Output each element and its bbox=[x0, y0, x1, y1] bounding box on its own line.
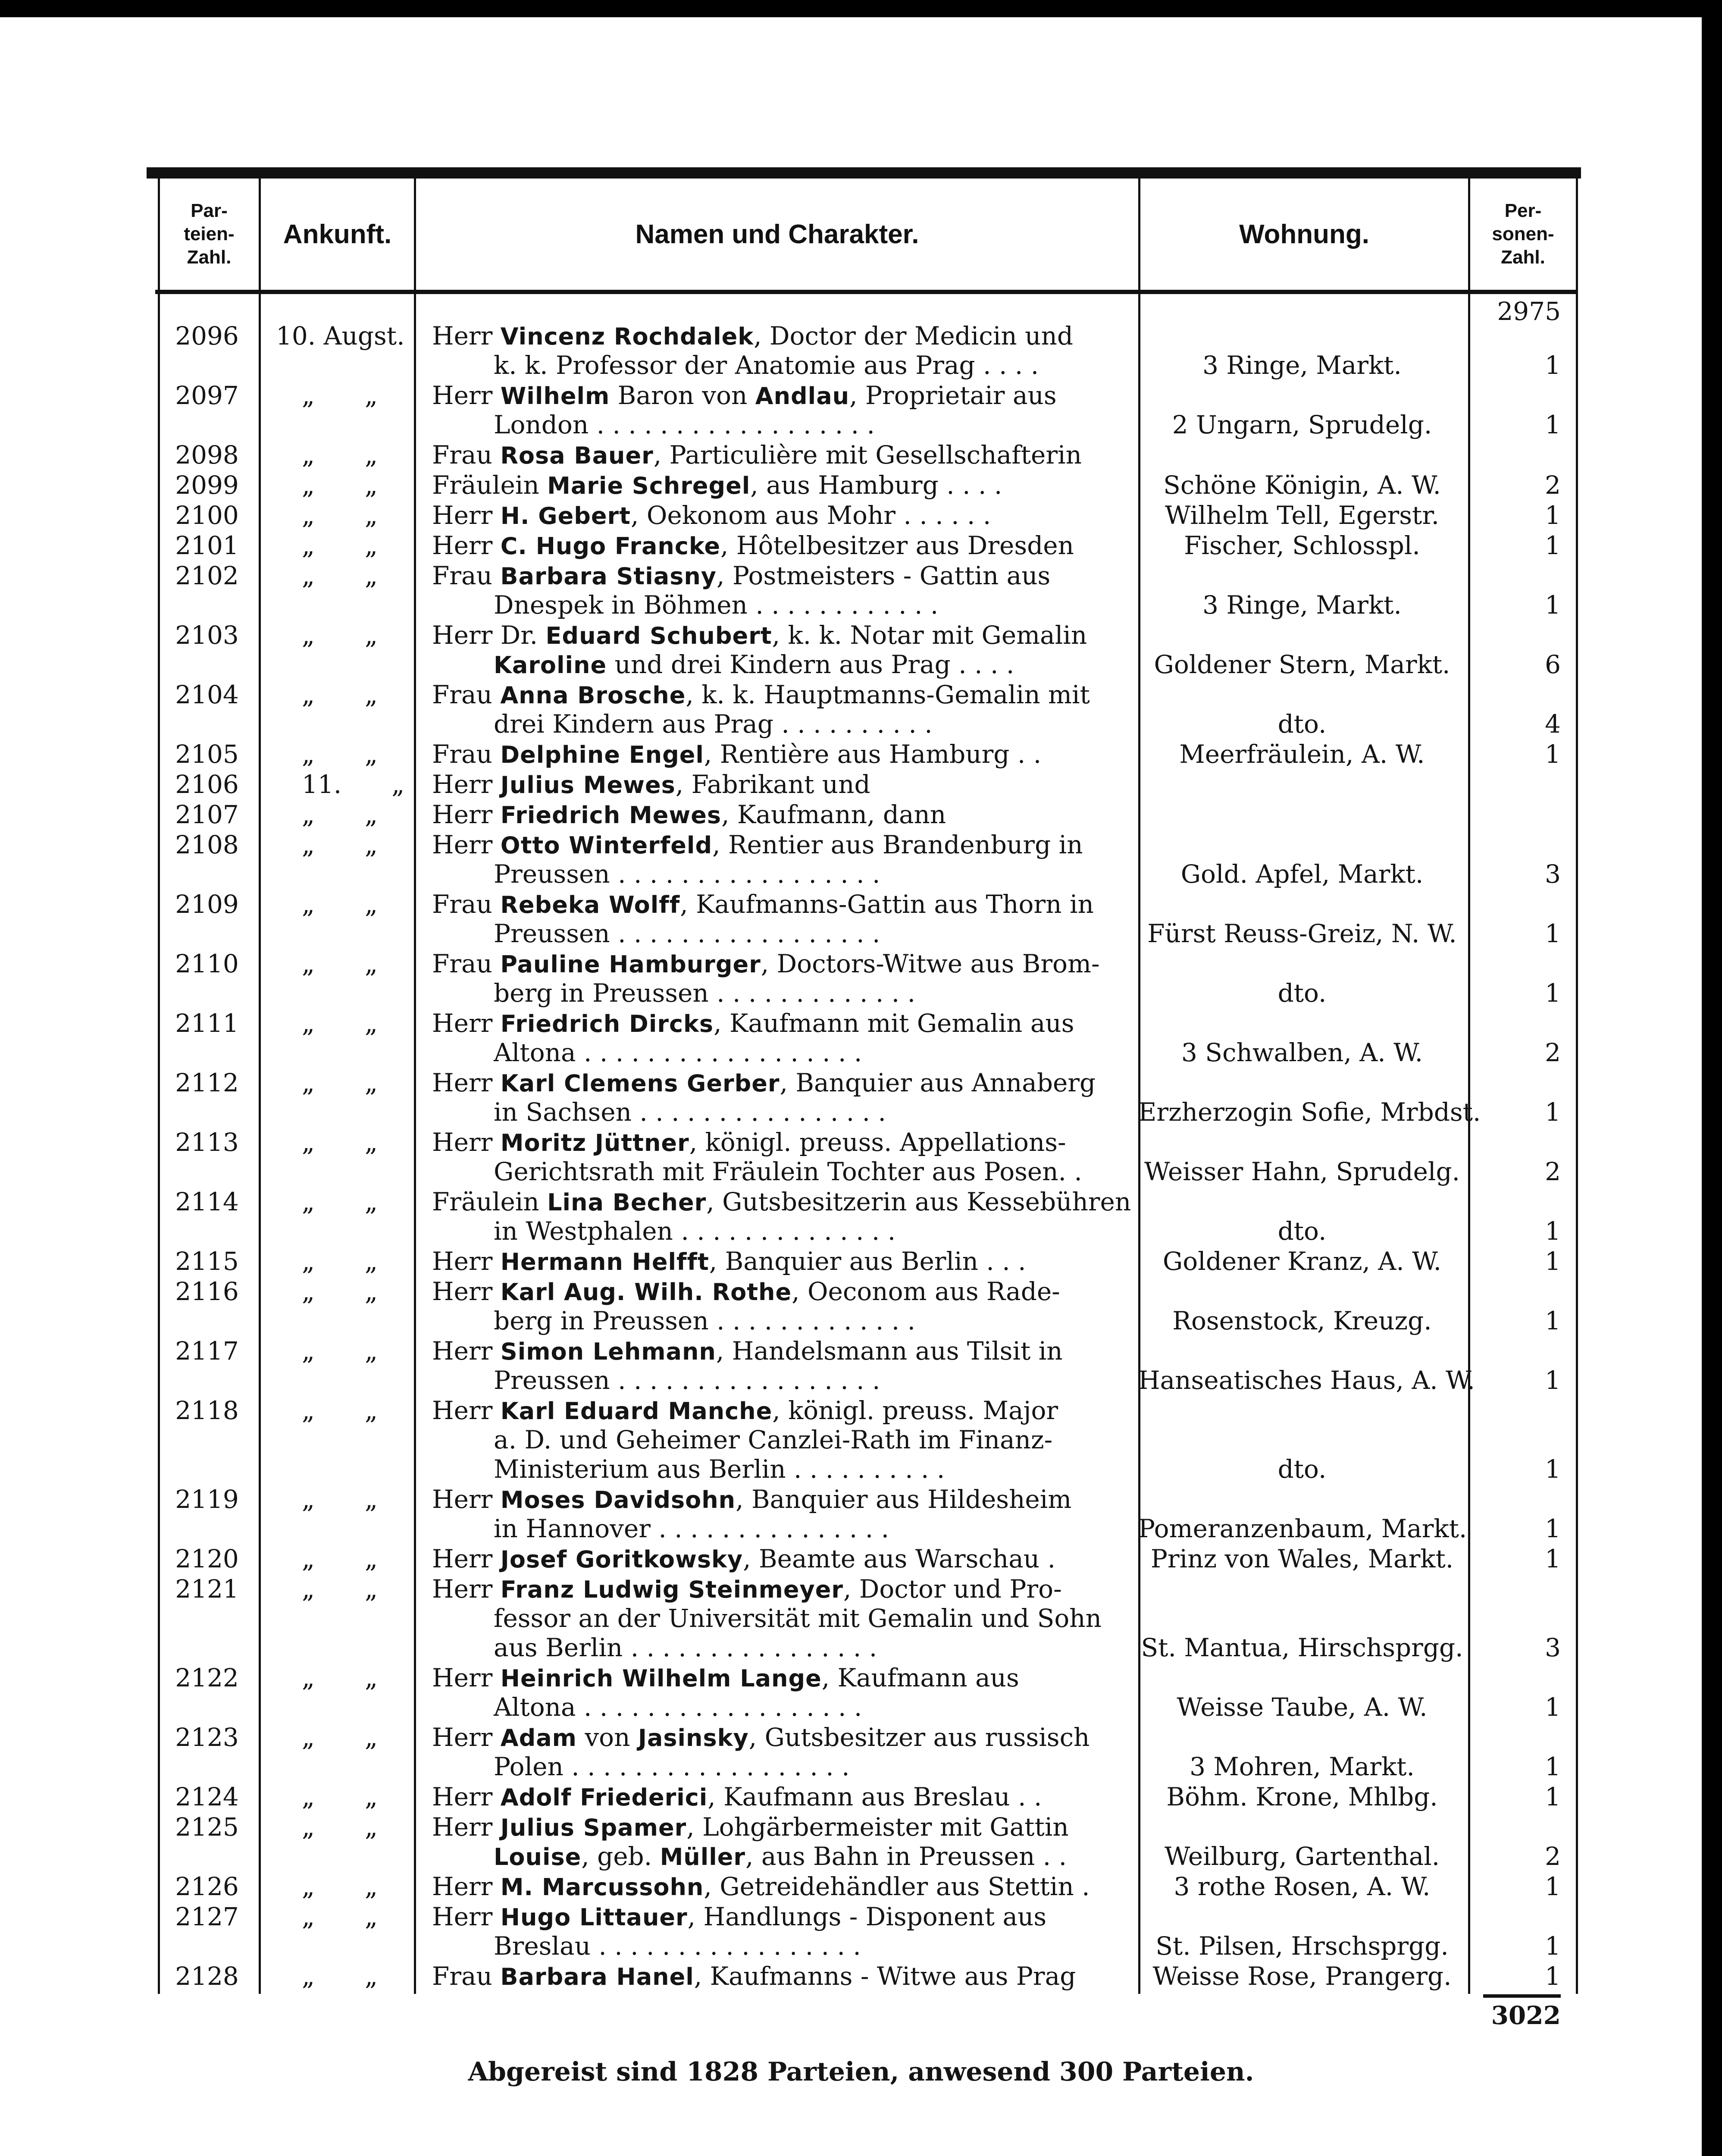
person-count: 2 bbox=[1545, 1157, 1561, 1186]
person-count: 1 bbox=[1545, 1097, 1561, 1127]
entry-name-line: Ministerium aus Berlin . . . . . . . . . . bbox=[494, 1454, 945, 1484]
entry-name-line: Frau Rebeka Wolff, Kaufmanns-Gattin aus Thorn in bbox=[432, 890, 1094, 919]
table-row bbox=[0, 949, 1722, 1008]
entry-name-line: Frau Anna Brosche, k. k. Hauptmanns-Gemalin mit bbox=[432, 680, 1090, 709]
table-row bbox=[0, 1068, 1722, 1127]
partei-number: 2103 bbox=[175, 620, 239, 650]
partei-number: 2100 bbox=[175, 501, 239, 530]
lodging: Prinz von Wales, Markt. bbox=[1150, 1544, 1454, 1573]
person-count: 1 bbox=[1545, 1306, 1561, 1335]
person-count: 4 bbox=[1545, 709, 1561, 739]
arrival-date: „ „ bbox=[302, 1902, 378, 1931]
lodging: Fischer, Schlosspl. bbox=[1184, 531, 1420, 560]
lodging: Hanseatisches Haus, A. W. bbox=[1138, 1366, 1475, 1395]
entry-name-line: London . . . . . . . . . . . . . . . . . . bbox=[494, 410, 875, 439]
entry-name-line: Herr Franz Ludwig Steinmeyer, Doctor und Pro- bbox=[432, 1574, 1062, 1604]
entry-name-line: Herr H. Gebert, Oekonom aus Mohr . . . . . . bbox=[432, 501, 991, 530]
partei-number: 2125 bbox=[175, 1812, 239, 1842]
entry-name-line: k. k. Professor der Anatomie aus Prag . . . . bbox=[494, 351, 1039, 380]
table-row bbox=[0, 1872, 1722, 1901]
lodging: 3 Schwalben, A. W. bbox=[1181, 1038, 1423, 1067]
partei-number: 2118 bbox=[175, 1396, 239, 1425]
table-row bbox=[0, 620, 1722, 679]
lodging: Rosenstock, Kreuzg. bbox=[1172, 1306, 1432, 1335]
entry-name-line: drei Kindern aus Prag . . . . . . . . . . bbox=[494, 709, 933, 739]
lodging: Schöne Königin, A. W. bbox=[1163, 470, 1441, 500]
arrival-date: „ „ bbox=[302, 620, 378, 650]
person-count: 1 bbox=[1545, 740, 1561, 769]
entry-name-line: Dnespek in Böhmen . . . . . . . . . . . . bbox=[494, 590, 939, 620]
lodging: Weisse Rose, Prangerg. bbox=[1152, 1962, 1452, 1991]
entry-name-line: Herr Dr. Eduard Schubert, k. k. Notar mit Gemalin bbox=[432, 620, 1087, 650]
carry-over-total: 2975 bbox=[1497, 297, 1561, 326]
lodging: Böhm. Krone, Mhlbg. bbox=[1166, 1782, 1438, 1811]
partei-number: 2127 bbox=[175, 1902, 239, 1931]
entry-name-line: Preussen . . . . . . . . . . . . . . . . . bbox=[494, 859, 880, 889]
table-row bbox=[0, 740, 1722, 769]
arrival-date: „ „ bbox=[302, 1723, 378, 1752]
partei-number: 2115 bbox=[175, 1247, 239, 1276]
arrival-date: „ „ bbox=[302, 1663, 378, 1692]
lodging: Gold. Apfel, Markt. bbox=[1180, 859, 1424, 889]
partei-number: 2098 bbox=[175, 440, 239, 470]
lodging: Pomeranzenbaum, Markt. bbox=[1138, 1514, 1467, 1543]
person-count: 6 bbox=[1545, 650, 1561, 679]
table-row bbox=[0, 1128, 1722, 1186]
arrival-date: „ „ bbox=[302, 1782, 378, 1811]
arrival-date: „ „ bbox=[302, 1187, 378, 1216]
lodging: dto. bbox=[1277, 978, 1327, 1008]
entry-name-line: Preussen . . . . . . . . . . . . . . . . . bbox=[494, 919, 880, 948]
person-count: 3 bbox=[1545, 859, 1561, 889]
table-row bbox=[0, 1485, 1722, 1543]
scan-border-top bbox=[0, 0, 1722, 17]
lodging: Weisser Hahn, Sprudelg. bbox=[1144, 1157, 1460, 1186]
lodging: Weilburg, Gartenthal. bbox=[1164, 1842, 1440, 1871]
arrival-date: „ „ bbox=[302, 501, 378, 530]
partei-number: 2106 bbox=[175, 770, 239, 799]
entry-name-line: Herr Karl Clemens Gerber, Banquier aus Annaberg bbox=[432, 1068, 1096, 1097]
arrival-date: „ „ bbox=[302, 1544, 378, 1573]
table-row bbox=[0, 830, 1722, 889]
lodging: dto. bbox=[1277, 709, 1327, 739]
person-count: 1 bbox=[1545, 978, 1561, 1008]
entry-name-line: Fräulein Lina Becher, Gutsbesitzerin aus Kessebühren bbox=[432, 1187, 1131, 1216]
partei-number: 2113 bbox=[175, 1128, 239, 1157]
partei-number: 2119 bbox=[175, 1485, 239, 1514]
table-row bbox=[0, 1812, 1722, 1871]
arrival-date: „ „ bbox=[302, 1574, 378, 1604]
arrival-date: „ „ bbox=[302, 1872, 378, 1901]
entry-name-line: fessor an der Universität mit Gemalin und Sohn bbox=[494, 1604, 1102, 1633]
entry-name-line: Altona . . . . . . . . . . . . . . . . . . bbox=[494, 1038, 862, 1067]
entry-name-line: aus Berlin . . . . . . . . . . . . . . . . bbox=[494, 1633, 877, 1662]
person-count: 1 bbox=[1545, 1514, 1561, 1543]
arrival-date: „ „ bbox=[302, 1128, 378, 1157]
lodging: 2 Ungarn, Sprudelg. bbox=[1172, 410, 1432, 439]
table-row bbox=[0, 1663, 1722, 1722]
partei-number: 2097 bbox=[175, 381, 239, 410]
entry-name-line: Herr C. Hugo Francke, Hôtelbesitzer aus Dresden bbox=[432, 531, 1074, 560]
entry-name-line: Gerichtsrath mit Fräulein Tochter aus Posen. . bbox=[494, 1157, 1082, 1186]
partei-number: 2111 bbox=[175, 1009, 239, 1038]
arrival-date: „ „ bbox=[302, 1009, 378, 1038]
table-row bbox=[0, 1187, 1722, 1246]
partei-number: 2096 bbox=[175, 321, 239, 351]
entry-name-line: Louise, geb. Müller, aus Bahn in Preussen . . bbox=[494, 1842, 1067, 1871]
lodging: 3 Ringe, Markt. bbox=[1202, 351, 1402, 380]
lodging: 3 rothe Rosen, A. W. bbox=[1174, 1872, 1431, 1901]
entry-name-line: Polen . . . . . . . . . . . . . . . . . . bbox=[494, 1752, 850, 1781]
entry-name-line: Herr Julius Spamer, Lohgärbermeister mit Gattin bbox=[432, 1812, 1069, 1842]
entry-name-line: Frau Rosa Bauer, Particulière mit Gesellschafterin bbox=[432, 440, 1082, 470]
arrival-date: „ „ bbox=[302, 1247, 378, 1276]
table-row bbox=[0, 770, 1722, 799]
entry-name-line: Preussen . . . . . . . . . . . . . . . . . bbox=[494, 1366, 880, 1395]
entry-name-line: berg in Preussen . . . . . . . . . . . . . bbox=[494, 978, 916, 1008]
entry-name-line: Altona . . . . . . . . . . . . . . . . . . bbox=[494, 1692, 862, 1722]
person-count: 1 bbox=[1545, 1366, 1561, 1395]
partei-number: 2110 bbox=[175, 949, 239, 978]
arrival-date: „ „ bbox=[302, 1485, 378, 1514]
person-count: 1 bbox=[1545, 351, 1561, 380]
person-count: 1 bbox=[1545, 1752, 1561, 1781]
arrival-date: „ „ bbox=[302, 1277, 378, 1306]
person-count: 1 bbox=[1545, 1454, 1561, 1484]
partei-number: 2121 bbox=[175, 1574, 239, 1604]
lodging: Erzherzogin Sofie, Mrbdst. bbox=[1138, 1097, 1481, 1127]
partei-number: 2104 bbox=[175, 680, 239, 709]
entry-name-line: Herr Adolf Friederici, Kaufmann aus Breslau . . bbox=[432, 1782, 1042, 1811]
person-count: 1 bbox=[1545, 1692, 1561, 1722]
arrival-date: „ „ bbox=[302, 381, 378, 410]
arrival-date: „ „ bbox=[302, 440, 378, 470]
arrival-date: „ „ bbox=[302, 890, 378, 919]
entry-name-line: Herr Otto Winterfeld, Rentier aus Brandenburg in bbox=[432, 830, 1083, 859]
lodging: Fürst Reuss-Greiz, N. W. bbox=[1147, 919, 1457, 948]
table-row bbox=[0, 321, 1722, 380]
table-row bbox=[0, 890, 1722, 948]
table-row bbox=[0, 440, 1722, 470]
entry-name-line: Karoline und drei Kindern aus Prag . . . . bbox=[494, 650, 1014, 679]
table-row bbox=[0, 501, 1722, 530]
lodging: Weisse Taube, A. W. bbox=[1177, 1692, 1428, 1722]
entry-name-line: Herr Adam von Jasinsky, Gutsbesitzer aus russisch bbox=[432, 1723, 1090, 1752]
table-row bbox=[0, 1009, 1722, 1067]
person-count: 1 bbox=[1545, 410, 1561, 439]
entry-name-line: Herr Moses Davidsohn, Banquier aus Hildesheim bbox=[432, 1485, 1072, 1514]
arrival-date: „ „ bbox=[302, 531, 378, 560]
arrival-date: 10. Augst. bbox=[276, 321, 405, 351]
partei-number: 2124 bbox=[175, 1782, 239, 1811]
table-row bbox=[0, 1902, 1722, 1961]
arrival-date: „ „ bbox=[302, 1812, 378, 1842]
entry-name-line: Herr Moritz Jüttner, königl. preuss. Appellations- bbox=[432, 1128, 1066, 1157]
partei-number: 2099 bbox=[175, 470, 239, 500]
person-count: 1 bbox=[1545, 1247, 1561, 1276]
person-count: 1 bbox=[1545, 590, 1561, 620]
partei-number: 2114 bbox=[175, 1187, 239, 1216]
table-row bbox=[0, 1574, 1722, 1662]
partei-number: 2128 bbox=[175, 1962, 239, 1991]
partei-number: 2101 bbox=[175, 531, 239, 560]
lodging: St. Pilsen, Hrschsprgg. bbox=[1155, 1931, 1449, 1961]
lodging: St. Mantua, Hirschsprgg. bbox=[1141, 1633, 1463, 1662]
arrival-date: „ „ bbox=[302, 740, 378, 769]
partei-number: 2109 bbox=[175, 890, 239, 919]
arrival-date: „ „ bbox=[302, 1396, 378, 1425]
entry-name-line: Herr Julius Mewes, Fabrikant und bbox=[432, 770, 870, 799]
partei-number: 2122 bbox=[175, 1663, 239, 1692]
entry-name-line: Herr Hugo Littauer, Handlungs - Disponent aus bbox=[432, 1902, 1047, 1931]
entry-name-line: berg in Preussen . . . . . . . . . . . . . bbox=[494, 1306, 916, 1335]
person-count: 3 bbox=[1545, 1633, 1561, 1662]
entry-name-line: Fräulein Marie Schregel, aus Hamburg . . . . bbox=[432, 470, 1002, 500]
partei-number: 2105 bbox=[175, 740, 239, 769]
partei-number: 2123 bbox=[175, 1723, 239, 1752]
table-row bbox=[0, 1277, 1722, 1335]
lodging: dto. bbox=[1277, 1216, 1327, 1246]
table-row bbox=[0, 1396, 1722, 1484]
table-row bbox=[0, 1962, 1722, 1991]
entry-name-line: Herr Josef Goritkowsky, Beamte aus Warschau . bbox=[432, 1544, 1056, 1573]
lodging: dto. bbox=[1277, 1454, 1327, 1484]
entry-name-line: in Hannover . . . . . . . . . . . . . . . bbox=[494, 1514, 889, 1543]
person-count: 1 bbox=[1545, 501, 1561, 530]
entry-name-line: in Westphalen . . . . . . . . . . . . . . bbox=[494, 1216, 896, 1246]
person-count: 1 bbox=[1545, 1216, 1561, 1246]
table-row bbox=[0, 1544, 1722, 1573]
person-count: 2 bbox=[1545, 470, 1561, 500]
entry-name-line: Frau Barbara Hanel, Kaufmanns - Witwe aus Prag bbox=[432, 1962, 1076, 1991]
arrival-date: „ „ bbox=[302, 561, 378, 590]
header-wohnung: Wohnung. bbox=[1239, 219, 1369, 249]
table-row bbox=[0, 1247, 1722, 1276]
entry-name-line: Herr Wilhelm Baron von Andlau, Proprietair aus bbox=[432, 381, 1057, 410]
person-count: 2 bbox=[1545, 1842, 1561, 1871]
entry-name-line: a. D. und Geheimer Canzlei-Rath im Finanz- bbox=[494, 1425, 1053, 1454]
final-total: 3022 bbox=[1491, 2001, 1561, 2030]
person-count: 1 bbox=[1545, 1962, 1561, 1991]
entry-name-line: Frau Delphine Engel, Rentière aus Hamburg . . bbox=[432, 740, 1042, 769]
footer-summary: Abgereist sind 1828 Parteien, anwesend 300 Parteien. bbox=[468, 2057, 1254, 2087]
lodging: Goldener Kranz, A. W. bbox=[1162, 1247, 1442, 1276]
arrival-date: 11. „ bbox=[302, 770, 405, 799]
entry-name-line: Herr Karl Eduard Manche, königl. preuss. Major bbox=[432, 1396, 1058, 1425]
lodging: 3 Mohren, Markt. bbox=[1190, 1752, 1415, 1781]
partei-number: 2107 bbox=[175, 800, 239, 829]
partei-number: 2120 bbox=[175, 1544, 239, 1573]
person-count: 1 bbox=[1545, 1782, 1561, 1811]
person-count: 1 bbox=[1545, 1872, 1561, 1901]
entry-name-line: Breslau . . . . . . . . . . . . . . . . . bbox=[494, 1931, 861, 1961]
entry-name-line: Herr Friedrich Mewes, Kaufmann, dann bbox=[432, 800, 946, 829]
partei-number: 2102 bbox=[175, 561, 239, 590]
partei-number: 2117 bbox=[175, 1336, 239, 1366]
table-row bbox=[0, 800, 1722, 829]
arrival-date: „ „ bbox=[302, 470, 378, 500]
table-row bbox=[0, 381, 1722, 439]
arrival-date: „ „ bbox=[302, 680, 378, 709]
arrival-date: „ „ bbox=[302, 830, 378, 859]
table-row bbox=[0, 680, 1722, 739]
total-rule bbox=[1483, 1994, 1561, 1998]
table-header-rule bbox=[155, 290, 1578, 294]
arrival-date: „ „ bbox=[302, 1962, 378, 1991]
lodging: 3 Ringe, Markt. bbox=[1202, 590, 1402, 620]
table-row bbox=[0, 470, 1722, 500]
entry-name-line: Herr Simon Lehmann, Handelsmann aus Tilsit in bbox=[432, 1336, 1063, 1366]
entry-name-line: Frau Pauline Hamburger, Doctors-Witwe aus Brom- bbox=[432, 949, 1100, 978]
entry-name-line: Herr Karl Aug. Wilh. Rothe, Oeconom aus Rade- bbox=[432, 1277, 1060, 1306]
table-top-rule bbox=[147, 167, 1581, 179]
arrival-date: „ „ bbox=[302, 1336, 378, 1366]
person-count: 1 bbox=[1545, 1544, 1561, 1573]
partei-number: 2112 bbox=[175, 1068, 239, 1097]
entry-name-line: Herr M. Marcussohn, Getreidehändler aus Stettin . bbox=[432, 1872, 1090, 1901]
header-ankunft: Ankunft. bbox=[283, 219, 392, 249]
partei-number: 2108 bbox=[175, 830, 239, 859]
person-count: 1 bbox=[1545, 919, 1561, 948]
header-personen-zahl: Per- sonen- Zahl. bbox=[1492, 200, 1554, 268]
lodging: Meerfräulein, A. W. bbox=[1179, 740, 1425, 769]
header-namen: Namen und Charakter. bbox=[635, 219, 919, 249]
header-parteien-zahl: Par- teien- Zahl. bbox=[184, 200, 235, 268]
table-row bbox=[0, 1336, 1722, 1395]
partei-number: 2116 bbox=[175, 1277, 239, 1306]
lodging: Goldener Stern, Markt. bbox=[1154, 650, 1450, 679]
table-row bbox=[0, 1782, 1722, 1811]
entry-name-line: Herr Hermann Helfft, Banquier aus Berlin . . . bbox=[432, 1247, 1026, 1276]
person-count: 1 bbox=[1545, 1931, 1561, 1961]
arrival-date: „ „ bbox=[302, 800, 378, 829]
entry-name-line: Frau Barbara Stiasny, Postmeisters - Gattin aus bbox=[432, 561, 1051, 590]
table-row bbox=[0, 531, 1722, 560]
partei-number: 2126 bbox=[175, 1872, 239, 1901]
table-row bbox=[0, 561, 1722, 620]
table-row bbox=[0, 1723, 1722, 1781]
entry-name-line: Herr Vincenz Rochdalek, Doctor der Medicin und bbox=[432, 321, 1074, 351]
arrival-date: „ „ bbox=[302, 949, 378, 978]
lodging: Wilhelm Tell, Egerstr. bbox=[1165, 501, 1440, 530]
arrival-date: „ „ bbox=[302, 1068, 378, 1097]
person-count: 1 bbox=[1545, 531, 1561, 560]
entry-name-line: in Sachsen . . . . . . . . . . . . . . . . bbox=[494, 1097, 886, 1127]
entry-name-line: Herr Friedrich Dircks, Kaufmann mit Gemalin aus bbox=[432, 1009, 1074, 1038]
entry-name-line: Herr Heinrich Wilhelm Lange, Kaufmann aus bbox=[432, 1663, 1019, 1692]
person-count: 2 bbox=[1545, 1038, 1561, 1067]
